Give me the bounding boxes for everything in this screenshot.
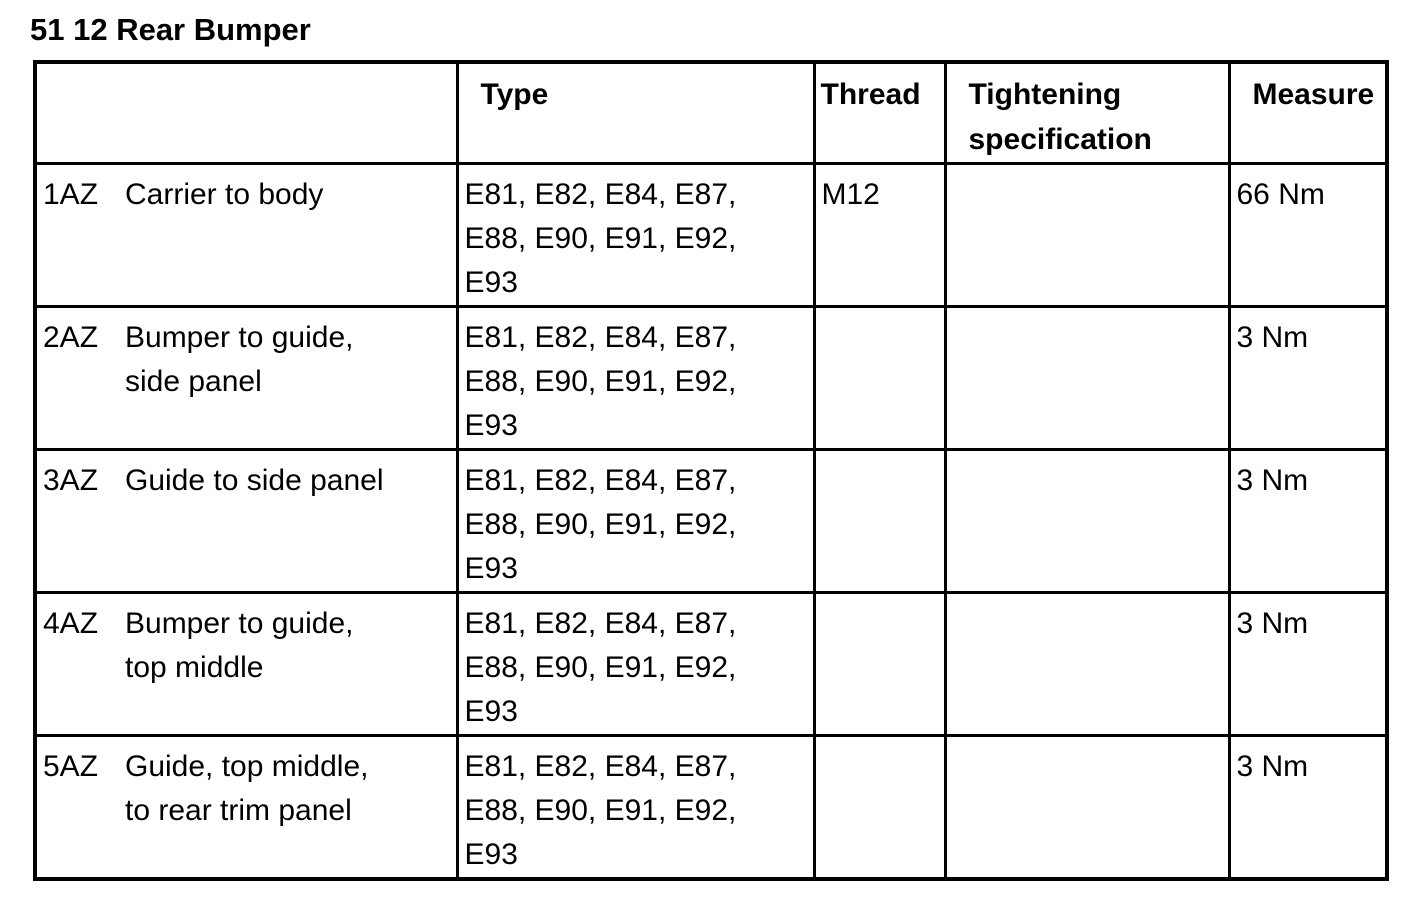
type-cell — [457, 164, 814, 307]
column-header-thread: Thread — [814, 62, 945, 164]
column-header-tightening-specification: Tightening specification — [945, 62, 1229, 164]
item-cell — [35, 307, 457, 450]
column-header-type: Type — [457, 62, 814, 164]
measure-cell: 66 Nm — [1229, 164, 1387, 307]
item-cell — [35, 164, 457, 307]
measure-cell: 3 Nm — [1229, 450, 1387, 593]
thread-cell — [814, 307, 945, 450]
torque-spec-table — [33, 60, 1389, 881]
item-description: Carrier to body — [125, 178, 324, 211]
tightening-cell — [945, 450, 1229, 593]
measure-cell: 3 Nm — [1229, 736, 1387, 880]
type-cell — [457, 593, 814, 736]
item-code: 1AZ — [43, 178, 99, 211]
item-code: 5AZ — [43, 750, 99, 783]
type-value: E81, E82, E84, E87, E88, E90, E91, E92, E93 — [464, 178, 737, 299]
item-description: Guide to side panel — [125, 464, 384, 497]
thread-cell — [814, 593, 945, 736]
column-header-measure: Measure — [1229, 62, 1387, 164]
item-cell — [35, 450, 457, 593]
tightening-cell — [945, 164, 1229, 307]
type-cell — [457, 450, 814, 593]
item-description: Guide, top middle, to rear trim panel — [125, 750, 369, 827]
type-cell — [457, 736, 814, 880]
item-description: Bumper to guide, side panel — [125, 321, 354, 398]
item-code: 3AZ — [43, 464, 99, 497]
table-row — [35, 450, 1387, 593]
table-row — [35, 593, 1387, 736]
type-value: E81, E82, E84, E87, E88, E90, E91, E92, E93 — [464, 464, 737, 585]
item-cell — [35, 736, 457, 880]
table-row — [35, 736, 1387, 880]
type-cell — [457, 307, 814, 450]
thread-cell: M12 — [814, 164, 945, 307]
item-code: 2AZ — [43, 321, 99, 354]
tightening-cell — [945, 593, 1229, 736]
type-value: E81, E82, E84, E87, E88, E90, E91, E92, E93 — [464, 321, 737, 442]
table-row — [35, 307, 1387, 450]
page-title: 51 12 Rear Bumper — [30, 12, 311, 47]
item-code: 4AZ — [43, 607, 99, 640]
thread-cell — [814, 736, 945, 880]
measure-cell: 3 Nm — [1229, 593, 1387, 736]
column-header-item — [35, 62, 457, 164]
type-value: E81, E82, E84, E87, E88, E90, E91, E92, E93 — [464, 607, 737, 728]
thread-cell — [814, 450, 945, 593]
measure-cell: 3 Nm — [1229, 307, 1387, 450]
tightening-cell — [945, 307, 1229, 450]
table-header-row — [35, 62, 1387, 164]
table-row — [35, 164, 1387, 307]
item-cell — [35, 593, 457, 736]
type-value: E81, E82, E84, E87, E88, E90, E91, E92, E93 — [464, 750, 737, 871]
tightening-cell — [945, 736, 1229, 880]
item-description: Bumper to guide, top middle — [125, 607, 354, 684]
